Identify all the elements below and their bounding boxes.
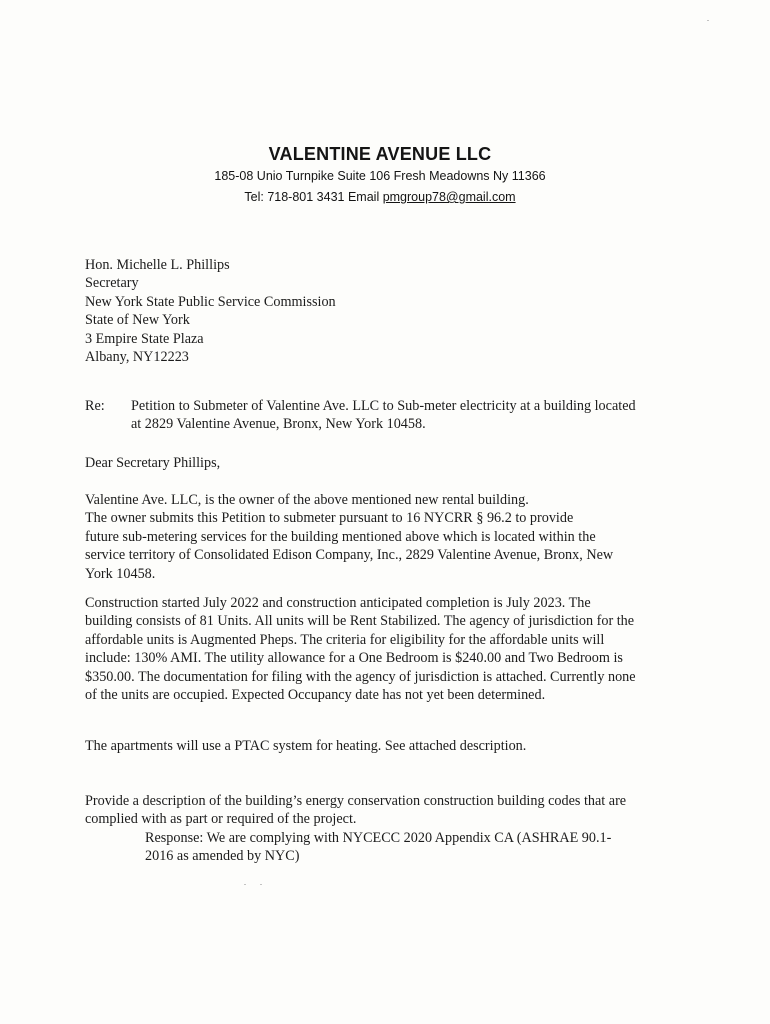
paragraph-line: include: 130% AMI. The utility allowance for a One Bedroom is $240.00 and Two Bedroom is [85,650,623,667]
recipient-line: 3 Empire State Plaza [85,330,204,347]
subject-text [131,397,685,434]
paragraph-line: service territory of Consolidated Edison Company, Inc., 2829 Valentine Avenue, Bronx, New [85,547,614,564]
company-name: VALENTINE AVENUE LLC [268,144,492,164]
paragraph-line: Provide a description of the building’s energy conservation construction building codes that are [85,793,627,809]
response-line: 2016 as amended by NYC) [145,848,300,865]
company-address: 185-08 Unio Turnpike Suite 106 Fresh Meadowns Ny 11366 [214,169,546,183]
paragraph-energy-codes [85,792,685,829]
paragraph-line: The owner submits this Petition to submeter pursuant to 16 NYCRR § 96.2 to provide [85,510,574,527]
recipient-address [85,256,685,366]
paragraph-line: York 10458. [85,565,156,582]
paragraph-line: affordable units is Augmented Pheps. The criteria for eligibility for the affordable units will [85,631,605,648]
contact-email-link[interactable]: pmgroup78@gmail.com [382,190,516,204]
letterhead [0,143,760,207]
subject-line [85,397,685,434]
paragraph-line: future sub-metering services for the building mentioned above which is located within the [85,528,596,545]
subject-text-line: Petition to Submeter of Valentine Ave. LLC to Sub-meter electricity at a building located [131,398,636,414]
recipient-line: Albany, NY12223 [85,349,189,366]
recipient-line: Secretary [85,275,139,292]
scan-speck [244,884,246,885]
paragraph-heating [85,737,685,755]
subject-text-line: at 2829 Valentine Avenue, Bronx, New York 10458. [131,416,426,433]
company-contact [0,188,760,207]
recipient-line: Hon. Michelle L. Phillips [85,257,230,273]
paragraph-line: complied with as part or required of the project. [85,811,357,828]
recipient-line: State of New York [85,312,190,329]
paragraph-ownership [85,491,685,583]
paragraph-line: Valentine Ave. LLC, is the owner of the above mentioned new rental building. [85,492,529,508]
recipient-line: New York State Public Service Commission [85,293,336,310]
response-block [145,829,665,866]
paragraph-line: building consists of 81 Units. All units will be Rent Stabilized. The agency of jurisdiction for the [85,613,635,630]
paragraph-line: The apartments will use a PTAC system for heating. See attached description. [85,738,527,754]
scan-speck [260,884,262,885]
paragraph-line: Construction started July 2022 and construction anticipated completion is July 2023. The [85,595,591,611]
paragraph-line: of the units are occupied. Expected Occupancy date has not yet been determined. [85,687,546,704]
contact-phone: Tel: 718-801 3431 Email [244,190,383,204]
scan-speck [707,20,709,21]
salutation: Dear Secretary Phillips, [85,455,221,471]
paragraph-construction [85,594,685,704]
subject-label: Re: [85,398,105,414]
response-line: Response: We are complying with NYCECC 2020 Appendix CA (ASHRAE 90.1- [145,830,612,846]
paragraph-line: $350.00. The documentation for filing with the agency of jurisdiction is attached. Currently none [85,668,636,685]
